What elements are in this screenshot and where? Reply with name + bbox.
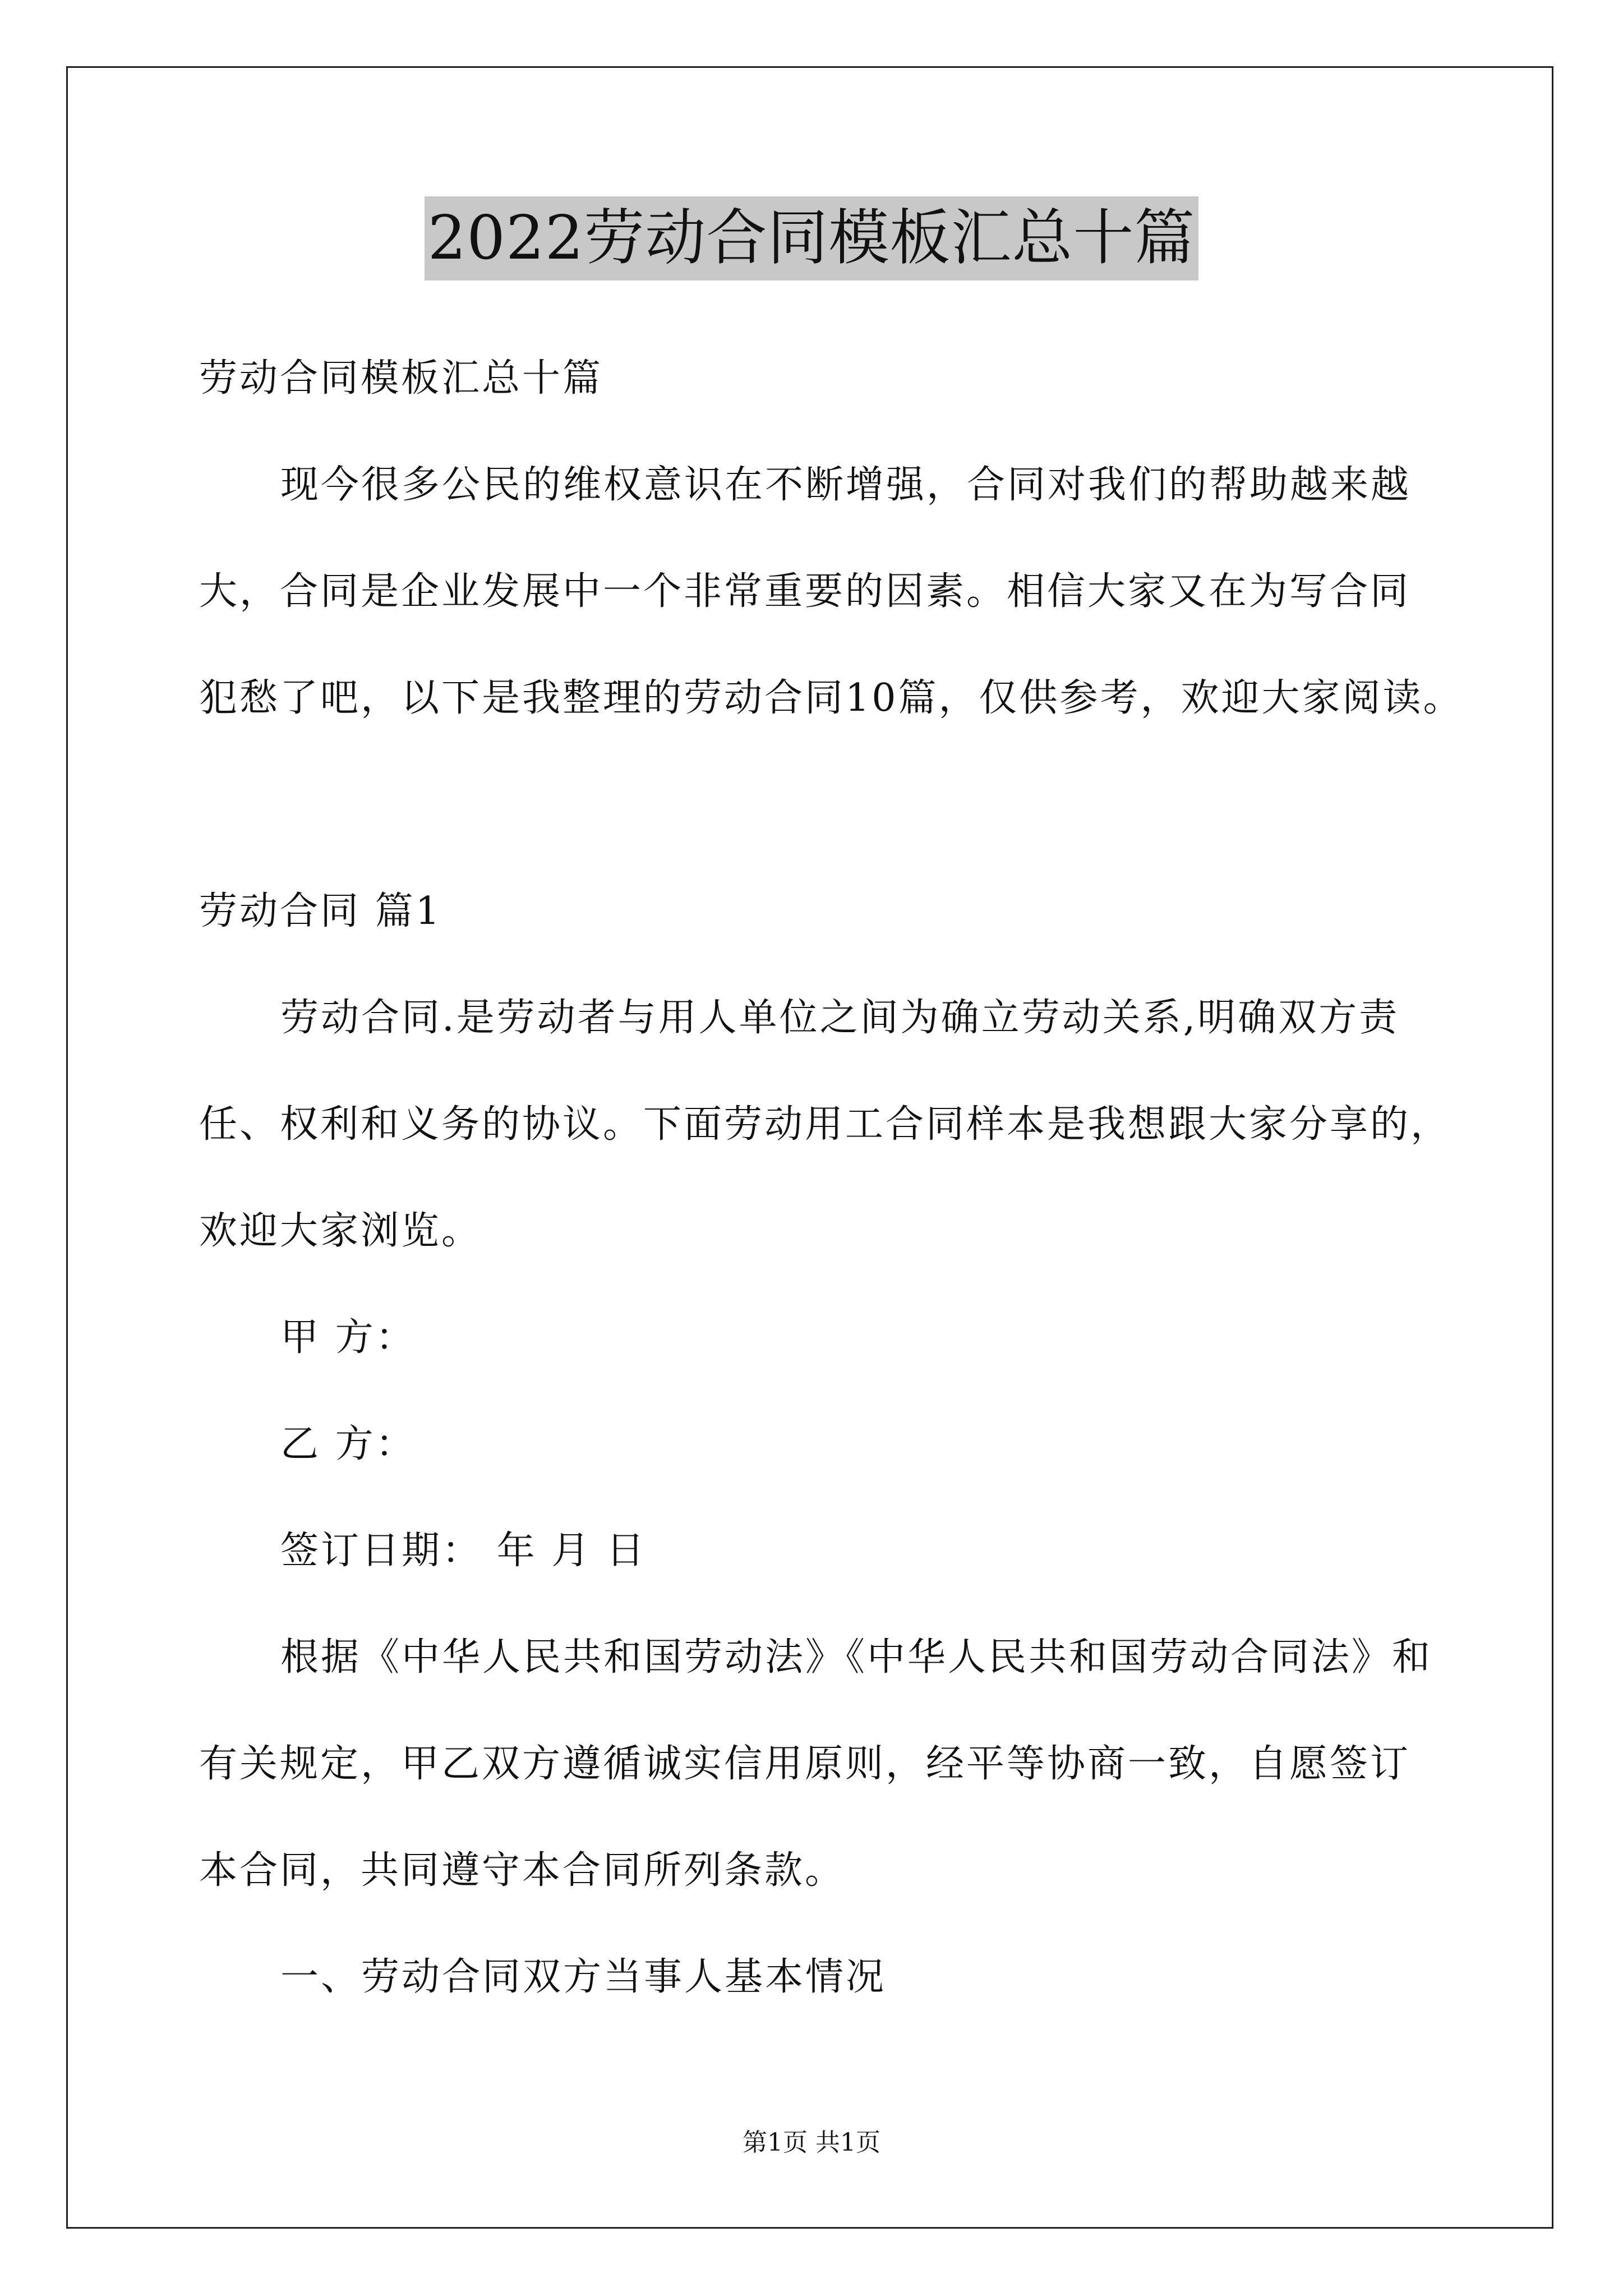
basis-line-2: 有关规定，甲乙双方遵循诚实信用原则，经平等协商一致，自愿签订 — [199, 1742, 1411, 1786]
basis-line-3: 本合同，共同遵守本合同所列条款。 — [199, 1848, 846, 1893]
title-container — [0, 196, 1623, 280]
clause-one-heading: 一、劳动合同双方当事人基本情况 — [280, 1955, 887, 1999]
page-footer: 第1页 共1页 — [743, 2128, 880, 2157]
sign-date-label: 签订日期： 年 月 日 — [280, 1529, 647, 1573]
intro-line-2: 大，合同是企业发展中一个非常重要的因素。相信大家又在为写合同 — [199, 569, 1411, 614]
party-a-label: 甲 方： — [280, 1315, 416, 1360]
section-para-line-2: 任、权利和义务的协议。下面劳动用工合同样本是我想跟大家分享的， — [199, 1102, 1451, 1147]
basis-line-1: 根据《中华人民共和国劳动法》《中华人民共和国劳动合同法》和 — [280, 1635, 1433, 1680]
intro-line-3: 犯愁了吧，以下是我整理的劳动合同10篇，仅供参考，欢迎大家阅读。 — [199, 676, 1464, 720]
section-heading: 劳动合同 篇1 — [199, 889, 442, 933]
section-para-line-1: 劳动合同.是劳动者与用人单位之间为确立劳动关系,明确双方责 — [280, 996, 1400, 1040]
document-title: 2022劳动合同模板汇总十篇 — [425, 196, 1199, 280]
intro-line-1: 现今很多公民的维权意识在不断增强，合同对我们的帮助越来越 — [280, 463, 1412, 507]
party-b-label: 乙 方： — [280, 1422, 416, 1466]
subtitle: 劳动合同模板汇总十篇 — [199, 356, 603, 401]
section-para-line-3: 欢迎大家浏览。 — [199, 1209, 482, 1253]
